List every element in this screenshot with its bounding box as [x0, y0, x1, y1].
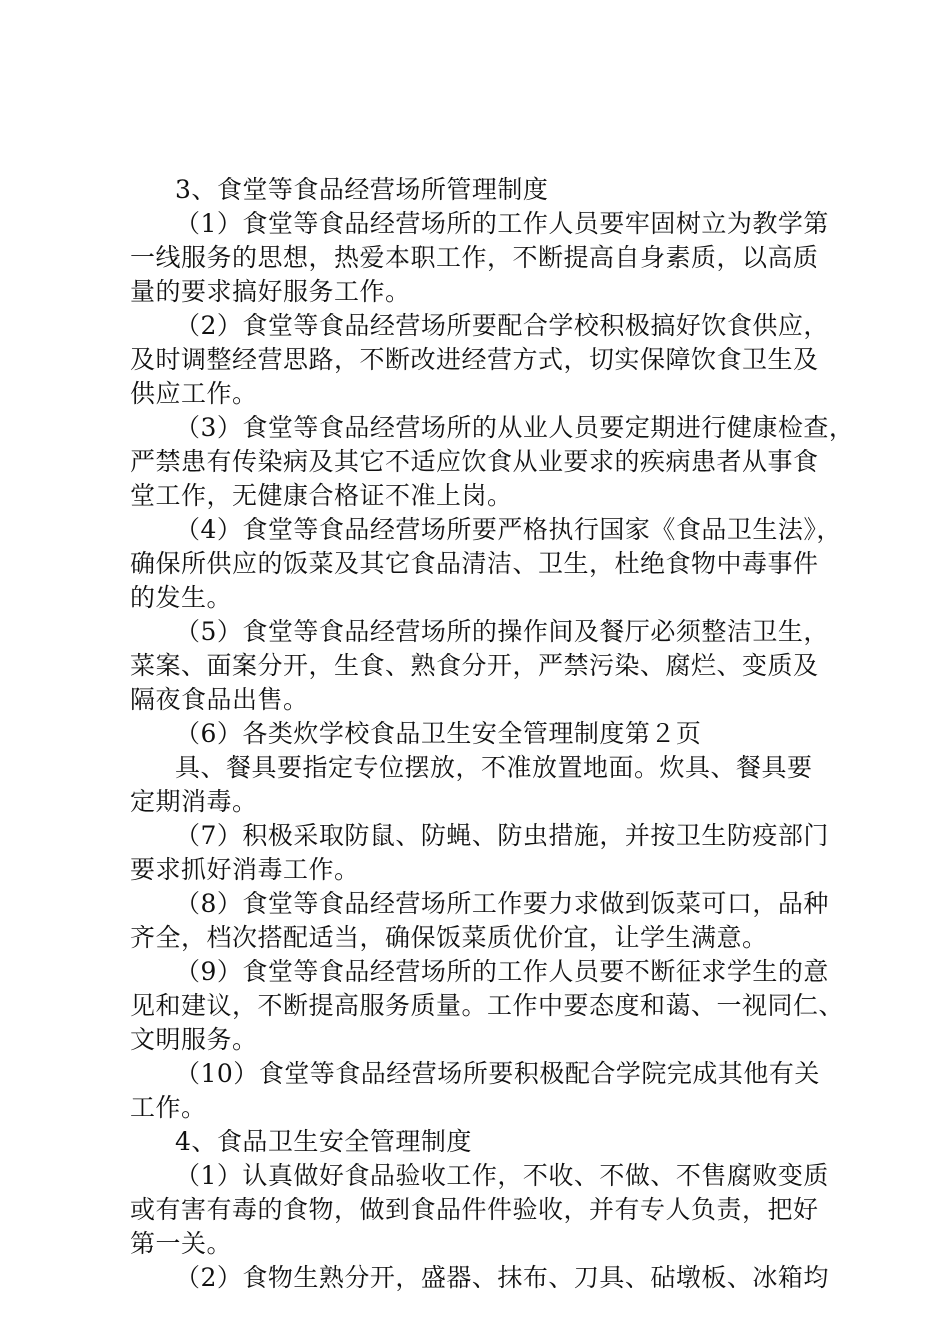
paragraph-line: （2）食堂等食品经营场所要配合学校积极搞好饮食供应， — [175, 311, 829, 340]
paragraph-line: 量的要求搞好服务工作。 — [130, 277, 411, 306]
paragraph-line: （7）积极采取防鼠、防蝇、防虫措施，并按卫生防疫部门 — [175, 821, 829, 850]
paragraph-line: （3）食堂等食品经营场所的从业人员要定期进行健康检查， — [175, 413, 855, 442]
paragraph-line: （8）食堂等食品经营场所工作要力求做到饭菜可口，品种 — [175, 889, 829, 918]
paragraph-line: （5）食堂等食品经营场所的操作间及餐厅必须整洁卫生， — [175, 617, 829, 646]
paragraph-line: 供应工作。 — [130, 379, 258, 408]
paragraph-line: （4）食堂等食品经营场所要严格执行国家《食品卫生法》， — [175, 515, 842, 544]
section-heading-4: 4、食品卫生安全管理制度 — [175, 1127, 472, 1156]
paragraph-line: 菜案、面案分开，生食、熟食分开，严禁污染、腐烂、变质及 — [130, 651, 819, 680]
paragraph-line: 及时调整经营思路，不断改进经营方式，切实保障饮食卫生及 — [130, 345, 819, 374]
paragraph-line: 工作。 — [130, 1093, 207, 1122]
paragraph-line: 的发生。 — [130, 583, 233, 612]
paragraph-line: 定期消毒。 — [130, 787, 258, 816]
paragraph-line: （9）食堂等食品经营场所的工作人员要不断征求学生的意 — [175, 957, 829, 986]
paragraph-line: （1）食堂等食品经营场所的工作人员要牢固树立为教学第 — [175, 209, 829, 238]
paragraph-line: （2）食物生熟分开，盛器、抹布、刀具、砧墩板、冰箱均 — [175, 1263, 829, 1292]
paragraph-line: 要求抓好消毒工作。 — [130, 855, 360, 884]
paragraph-line: 一线服务的思想，热爱本职工作，不断提高自身素质，以高质 — [130, 243, 819, 272]
paragraph-line: 确保所供应的饭菜及其它食品清洁、卫生，杜绝食物中毒事件 — [130, 549, 819, 578]
paragraph-line: 隔夜食品出售。 — [130, 685, 309, 714]
paragraph-line: 文明服务。 — [130, 1025, 258, 1054]
paragraph-line: 齐全，档次搭配适当，确保饭菜质优价宜，让学生满意。 — [130, 923, 768, 952]
paragraph-line: 第一关。 — [130, 1229, 233, 1258]
paragraph-line: （1）认真做好食品验收工作，不收、不做、不售腐败变质 — [175, 1161, 829, 1190]
section-heading-3: 3、食堂等食品经营场所管理制度 — [175, 175, 549, 204]
paragraph-line: 严禁患有传染病及其它不适应饮食从业要求的疾病患者从事食 — [130, 447, 819, 476]
paragraph-line: （6）各类炊学校食品卫生安全管理制度第２页 — [175, 719, 702, 748]
paragraph-line: 具、餐具要指定专位摆放，不准放置地面。炊具、餐具要 — [175, 753, 813, 782]
paragraph-line: 或有害有毒的食物，做到食品件件验收，并有专人负责，把好 — [130, 1195, 819, 1224]
paragraph-line: 见和建议，不断提高服务质量。工作中要态度和蔼、一视同仁、 — [130, 991, 845, 1020]
paragraph-line: （10）食堂等食品经营场所要积极配合学院完成其他有关 — [175, 1059, 820, 1088]
paragraph-line: 堂工作，无健康合格证不准上岗。 — [130, 481, 513, 510]
